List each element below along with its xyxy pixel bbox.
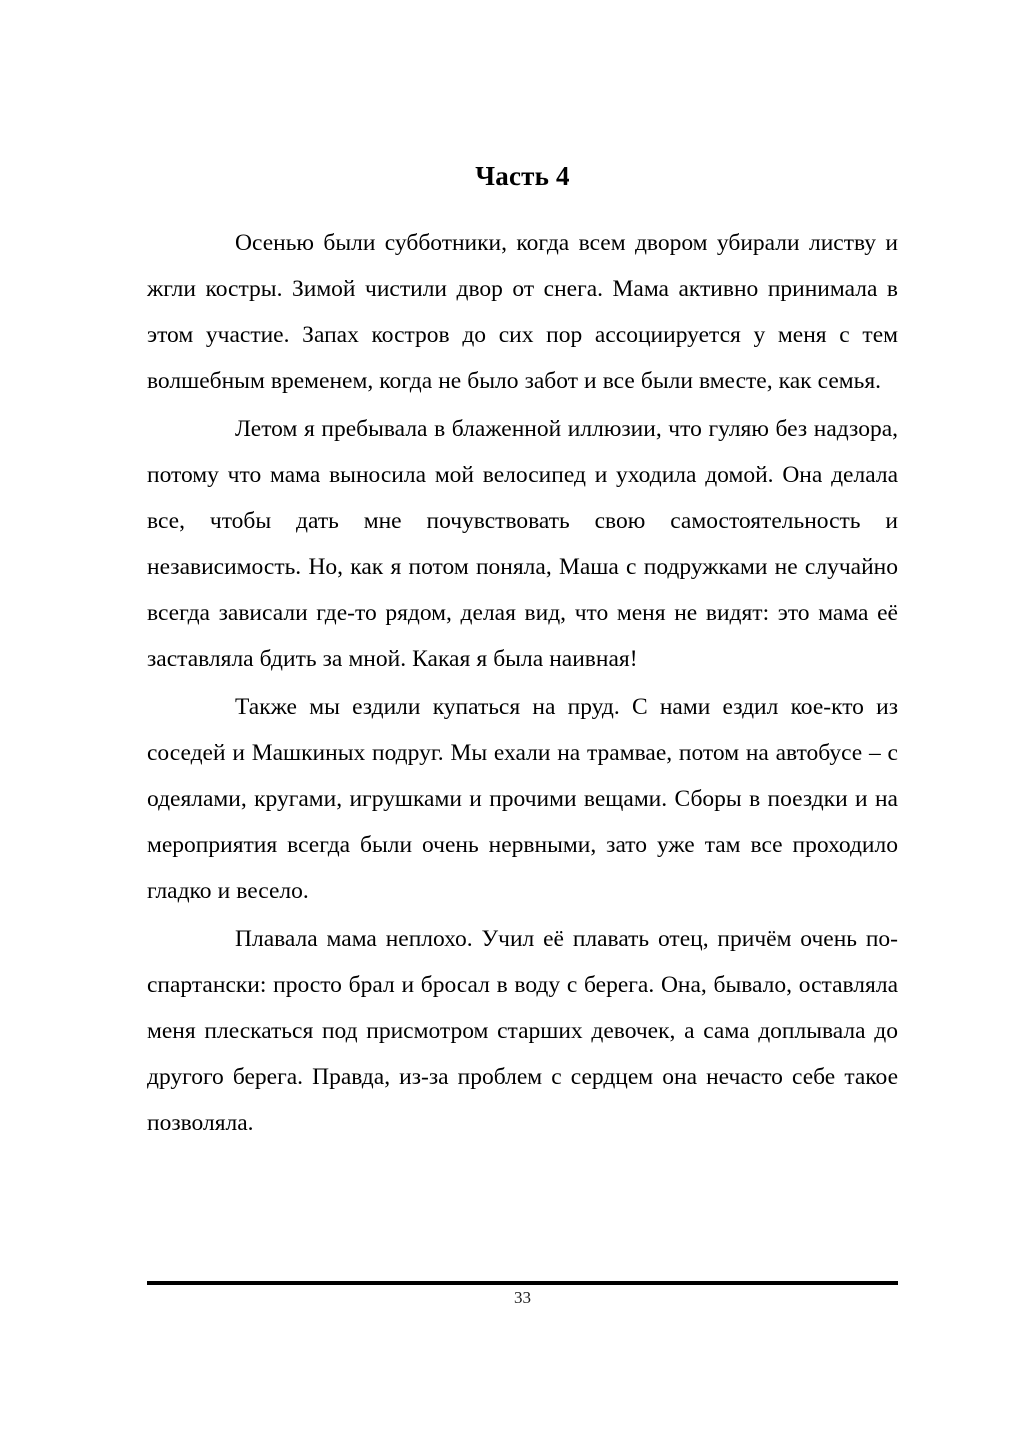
document-body	[147, 160, 898, 1148]
body-paragraph-3: Также мы ездили купаться на пруд. С нами ездил кое-кто из соседей и Машкиных подруг. Мы ехали на трамвае, потом на автобусе – с одеялами, кругами, игрушками и прочими вещами. Сборы в поездки и на мероприятия всегда были очень нервными, зато уже там все проходило гладко и весело.	[147, 694, 898, 905]
body-paragraph-2: Летом я пребывала в блаженной иллюзии, что гуляю без надзора, потому что мама выносила мой велосипед и уходила домой. Она делала все, чтобы дать мне почувствовать свою самостоятельность и независимость. Но, как я потом поняла, Маша с подружками не случайно всегда зависали где-то рядом, делая вид, что меня не видят: это мама её заставляла бдить за мной. Какая я была наивная!	[147, 416, 898, 673]
body-paragraph-1: Осенью были субботники, когда всем двором убирали листву и жгли костры. Зимой чистили двор от снега. Мама активно принимала в этом участие. Запах костров до сих пор ассоциируется у меня с тем волшебным временем, когда не было забот и все были вместе, как семья.	[147, 230, 898, 395]
body-paragraph-4: Плавала мама неплохо. Учил её плавать отец, причём очень по-спартански: просто брал и бросал в воду с берега. Она, бывало, оставляла меня плескаться под присмотром старших девочек, а сама доплывала до другого берега. Правда, из-за проблем с сердцем она нечасто себе такое позволяла.	[147, 926, 898, 1137]
footer-divider	[147, 1281, 898, 1285]
page-footer	[147, 1281, 898, 1308]
page-title: Часть 4	[475, 161, 570, 191]
page-number: 33	[514, 1288, 531, 1307]
